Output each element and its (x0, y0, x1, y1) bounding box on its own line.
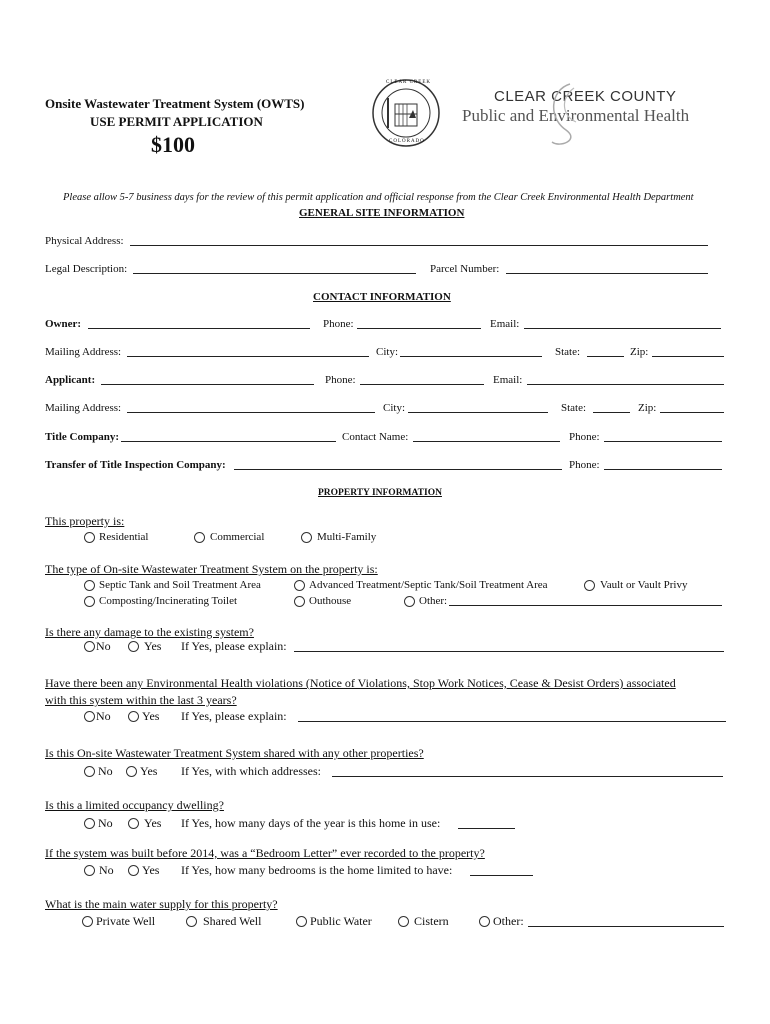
review-notice: Please allow 5-7 business days for the review of this permit application and official response from the Clear Creek Environmental Health Department (63, 192, 694, 203)
bedroom-no-radio[interactable] (84, 865, 95, 876)
fee-amount: $100 (151, 132, 195, 157)
seal-bottom-text: COLORADO (389, 139, 425, 144)
applicant-email-label: Email: (493, 374, 523, 386)
owner-city-field[interactable] (400, 356, 542, 357)
multi-family-radio[interactable] (301, 532, 312, 543)
cistern-label: Cistern (414, 914, 449, 928)
shared-addresses-label: If Yes, with which addresses: (181, 764, 321, 778)
owner-mailing-label: Mailing Address: (45, 346, 122, 358)
advanced-treatment-radio[interactable] (294, 580, 305, 591)
parcel-number-label: Parcel Number: (430, 263, 500, 275)
transfer-company-label: Transfer of Title Inspection Company: (45, 459, 226, 471)
form-title-line1: Onsite Wastewater Treatment System (OWTS) (45, 96, 305, 111)
physical-address-field[interactable] (130, 245, 708, 246)
owner-state-label: State: (555, 346, 581, 358)
system-other-radio[interactable] (404, 596, 415, 607)
shared-yes-radio[interactable] (126, 766, 137, 777)
applicant-state-field[interactable] (593, 412, 630, 413)
transfer-phone-label: Phone: (569, 459, 600, 471)
brand-county-name: CLEAR CREEK COUNTY (494, 88, 677, 105)
residential-label: Residential (99, 531, 149, 543)
private-well-radio[interactable] (82, 916, 93, 927)
applicant-label: Applicant: (45, 374, 96, 386)
bedroom-yes-radio[interactable] (128, 865, 139, 876)
physical-address-label: Physical Address: (45, 235, 124, 247)
parcel-number-field[interactable] (506, 273, 708, 274)
title-company-label: Title Company: (45, 431, 120, 443)
owner-phone-field[interactable] (357, 328, 481, 329)
shared-addresses-field[interactable] (332, 776, 723, 777)
damage-yes-label: Yes (144, 639, 162, 653)
days-in-use-label: If Yes, how many days of the year is this home in use: (181, 816, 441, 830)
damage-no-radio[interactable] (84, 641, 95, 652)
property-heading: PROPERTY INFORMATION (318, 488, 442, 498)
shared-no-radio[interactable] (84, 766, 95, 777)
system-other-field[interactable] (449, 605, 722, 606)
septic-tank-label: Septic Tank and Soil Treatment Area (99, 579, 261, 591)
transfer-phone-field[interactable] (604, 469, 722, 470)
residential-radio[interactable] (84, 532, 95, 543)
bedroom-letter-question: If the system was built before 2014, was a “Bedroom Letter” ever recorded to the property? (45, 846, 485, 860)
seal-top-text: CLEAR CREEK (386, 80, 432, 85)
applicant-city-field[interactable] (408, 412, 548, 413)
owner-mailing-field[interactable] (127, 356, 369, 357)
violations-no-label: No (96, 709, 111, 723)
applicant-zip-field[interactable] (660, 412, 724, 413)
water-other-label: Other: (493, 914, 524, 928)
title-company-phone-label: Phone: (569, 431, 600, 443)
applicant-state-label: State: (561, 402, 587, 414)
owner-zip-field[interactable] (652, 356, 724, 357)
public-water-radio[interactable] (296, 916, 307, 927)
cistern-radio[interactable] (398, 916, 409, 927)
owner-label: Owner: (45, 318, 82, 330)
contact-name-label: Contact Name: (342, 431, 409, 443)
applicant-email-field[interactable] (527, 384, 724, 385)
bedrooms-limited-field[interactable] (470, 875, 533, 876)
commercial-label: Commercial (210, 531, 265, 543)
title-company-phone-field[interactable] (604, 441, 722, 442)
owner-state-field[interactable] (587, 356, 624, 357)
violations-explain-label: If Yes, please explain: (181, 709, 287, 723)
shared-well-radio[interactable] (186, 916, 197, 927)
county-seal-logo (371, 78, 441, 148)
applicant-mailing-field[interactable] (127, 412, 375, 413)
septic-tank-radio[interactable] (84, 580, 95, 591)
water-other-field[interactable] (528, 926, 724, 927)
damage-yes-radio[interactable] (128, 641, 139, 652)
bedroom-yes-label: Yes (142, 863, 160, 877)
owner-field[interactable] (88, 328, 310, 329)
damage-explain-field[interactable] (294, 651, 724, 652)
limited-no-radio[interactable] (84, 818, 95, 829)
damage-explain-label: If Yes, please explain: (181, 639, 287, 653)
public-water-label: Public Water (310, 914, 372, 928)
commercial-radio[interactable] (194, 532, 205, 543)
title-company-field[interactable] (121, 441, 336, 442)
bedroom-no-label: No (99, 863, 114, 877)
shared-yes-label: Yes (140, 764, 158, 778)
outhouse-radio[interactable] (294, 596, 305, 607)
legal-description-field[interactable] (133, 273, 416, 274)
owner-zip-label: Zip: (630, 346, 649, 358)
form-title-line2: USE PERMIT APPLICATION (90, 114, 263, 129)
transfer-company-field[interactable] (234, 469, 562, 470)
outhouse-label: Outhouse (309, 595, 352, 607)
damage-question: Is there any damage to the existing system? (45, 625, 254, 639)
applicant-phone-label: Phone: (325, 374, 356, 386)
violations-question-line1: Have there been any Environmental Health violations (Notice of Violations, Stop Work Notices, Cease & Desist Orders) associated (45, 676, 676, 690)
limited-no-label: No (98, 816, 113, 830)
general-site-heading: GENERAL SITE INFORMATION (299, 207, 465, 219)
violations-yes-radio[interactable] (128, 711, 139, 722)
system-other-label: Other: (419, 595, 448, 607)
violations-explain-field[interactable] (298, 721, 726, 722)
private-well-label: Private Well (96, 914, 156, 928)
damage-no-label: No (96, 639, 111, 653)
shared-well-label: Shared Well (203, 914, 262, 928)
applicant-phone-field[interactable] (360, 384, 484, 385)
violations-question-line2: with this system within the last 3 years? (45, 693, 237, 707)
vault-privy-radio[interactable] (584, 580, 595, 591)
owner-email-field[interactable] (524, 328, 721, 329)
multi-family-label: Multi-Family (317, 531, 377, 543)
applicant-field[interactable] (101, 384, 314, 385)
contact-heading: CONTACT INFORMATION (313, 291, 451, 303)
limited-yes-label: Yes (144, 816, 162, 830)
shared-question: Is this On-site Wastewater Treatment System shared with any other properties? (45, 746, 424, 760)
applicant-city-label: City: (383, 402, 406, 414)
contact-name-field[interactable] (413, 441, 560, 442)
owner-city-label: City: (376, 346, 399, 358)
composting-toilet-radio[interactable] (84, 596, 95, 607)
advanced-treatment-label: Advanced Treatment/Septic Tank/Soil Treatment Area (309, 579, 548, 591)
applicant-mailing-label: Mailing Address: (45, 402, 122, 414)
days-in-use-field[interactable] (458, 828, 515, 829)
applicant-zip-label: Zip: (638, 402, 657, 414)
legal-description-label: Legal Description: (45, 263, 128, 275)
water-other-radio[interactable] (479, 916, 490, 927)
brand-department-name: Public and Environmental Health (462, 106, 690, 125)
limited-occupancy-question: Is this a limited occupancy dwelling? (45, 798, 224, 812)
owner-email-label: Email: (490, 318, 520, 330)
composting-toilet-label: Composting/Incinerating Toilet (99, 595, 238, 607)
violations-yes-label: Yes (142, 709, 160, 723)
brand-swirl-icon (540, 78, 590, 150)
water-supply-question: What is the main water supply for this property? (45, 897, 278, 911)
bedrooms-limited-label: If Yes, how many bedrooms is the home limited to have: (181, 863, 453, 877)
system-type-question: The type of On-site Wastewater Treatment System on the property is: (45, 562, 378, 576)
shared-no-label: No (98, 764, 113, 778)
limited-yes-radio[interactable] (128, 818, 139, 829)
property-is-question: This property is: (45, 514, 125, 528)
owner-phone-label: Phone: (323, 318, 354, 330)
violations-no-radio[interactable] (84, 711, 95, 722)
vault-privy-label: Vault or Vault Privy (600, 579, 688, 591)
